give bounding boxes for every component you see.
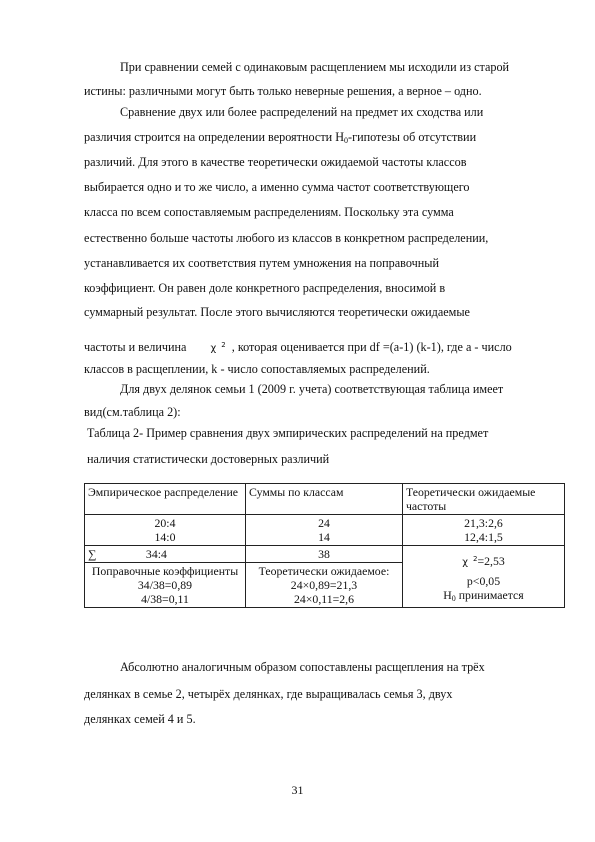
comparison-table xyxy=(84,483,565,608)
header-cell: Суммы по классам xyxy=(246,484,403,515)
paragraph-line: вид(см.таблица 2): xyxy=(84,405,181,419)
cell-label: Теоретически ожидаемое: xyxy=(258,564,390,578)
h0-result xyxy=(406,588,561,602)
paragraph-line: делянках семей 4 и 5. xyxy=(84,712,196,726)
table-row xyxy=(85,515,565,546)
chi-letter: χ xyxy=(210,343,217,354)
paragraph-line: коэффициент. Он равен доле конкретного распределения, вносимой в xyxy=(84,281,446,295)
chi-square-symbol xyxy=(462,554,478,568)
cell-value: 34/38=0,89 xyxy=(137,578,193,592)
paragraph-line xyxy=(84,338,512,356)
chi-power: 2 xyxy=(473,554,478,563)
paragraph-line: Абсолютно аналогичным образом сопоставлены расщепления на трёх xyxy=(120,660,485,674)
cell-value: 20:4 xyxy=(154,516,176,530)
table-caption: наличия статистически достоверных различий xyxy=(87,452,330,466)
sum-symbol: ∑ xyxy=(88,547,97,561)
paragraph-line: При сравнении семей с одинаковым расщеплением мы исходили из старой xyxy=(120,60,510,74)
text-run: , которая оценивается при df =(a-1) (k-1), где а - число xyxy=(231,340,512,354)
cell-value: p<0,05 xyxy=(466,573,501,588)
paragraph-line: Сравнение двух или более распределений на предмет их сходства или xyxy=(120,105,484,119)
cell-value: 14:0 xyxy=(154,530,176,544)
table-cell-result xyxy=(403,546,565,608)
cell-value: 21,3:2,6 xyxy=(464,516,503,530)
header-cell: Эмпирическое распределение xyxy=(85,484,246,515)
cell-value: 34:4 xyxy=(145,547,167,561)
paragraph-line: делянках в семье 2, четырёх делянках, где выращивалась семья 3, двух xyxy=(84,687,453,701)
cell-value: 24×0,89=21,3 xyxy=(290,578,358,592)
chi-square-symbol xyxy=(210,338,225,356)
table-cell xyxy=(246,563,403,608)
paragraph-line: истины: различными могут быть только неверные решения, а верное – одно. xyxy=(84,84,482,98)
cell-value: 12,4:1,5 xyxy=(464,530,503,544)
paragraph-line: Для двух делянок семьи 1 (2009 г. учета) соответствующая таблица имеет xyxy=(120,382,504,396)
text-run: принимается xyxy=(455,587,524,602)
cell-value: =2,53 xyxy=(477,553,505,568)
cell-value: 24×0,11=2,6 xyxy=(293,592,355,606)
cell-value: 14 xyxy=(318,530,330,544)
paragraph-line: суммарный результат. После этого вычисляются теоретически ожидаемые xyxy=(84,305,470,319)
table-header-row xyxy=(85,484,565,515)
chi-power: 2 xyxy=(221,341,226,349)
text-run: H xyxy=(443,587,452,602)
paragraph-line: классов в расщеплении, k - число сопоставляемых распределений. xyxy=(84,362,430,376)
text-run: различия строится на определении вероятности H xyxy=(84,130,345,144)
paragraph-line: устанавливается их соответствия путем умножения на поправочный xyxy=(84,256,439,270)
subscript: 0 xyxy=(451,593,456,603)
table-cell: 38 xyxy=(246,546,403,563)
cell-value: 4/38=0,11 xyxy=(141,592,189,606)
chi-result xyxy=(406,552,561,570)
paragraph-line: различий. Для этого в качестве теоретически ожидаемой частоты классов xyxy=(84,155,467,169)
paragraph-line: выбирается одно и то же число, а именно сумма частот соответствующего xyxy=(84,180,470,194)
table-cell xyxy=(403,515,565,546)
chi-letter: χ xyxy=(462,556,468,568)
subscript: 0 xyxy=(344,136,349,145)
cell-value: 24 xyxy=(318,516,330,530)
table-cell xyxy=(85,563,246,608)
paragraph-line: класса по всем сопоставляемым распределениям. Поскольку эта сумма xyxy=(84,205,454,219)
text-run: частоты и величина xyxy=(84,340,187,354)
cell-label: Поправочные коэффициенты xyxy=(91,564,239,578)
table-caption: Таблица 2- Пример сравнения двух эмпирических распределений на предмет xyxy=(87,426,489,440)
table-cell xyxy=(85,546,246,563)
paragraph-line xyxy=(84,130,476,144)
text-run: -гипотезы об отсутствии xyxy=(348,130,477,144)
table-cell xyxy=(246,515,403,546)
page-number: 31 xyxy=(291,783,304,797)
paragraph-line: естественно больше частоты любого из классов в конкретном распределении, xyxy=(84,231,489,245)
table-cell xyxy=(85,515,246,546)
table-total-row xyxy=(85,546,565,563)
header-cell: Теоретически ожидаемые частоты xyxy=(403,484,565,515)
